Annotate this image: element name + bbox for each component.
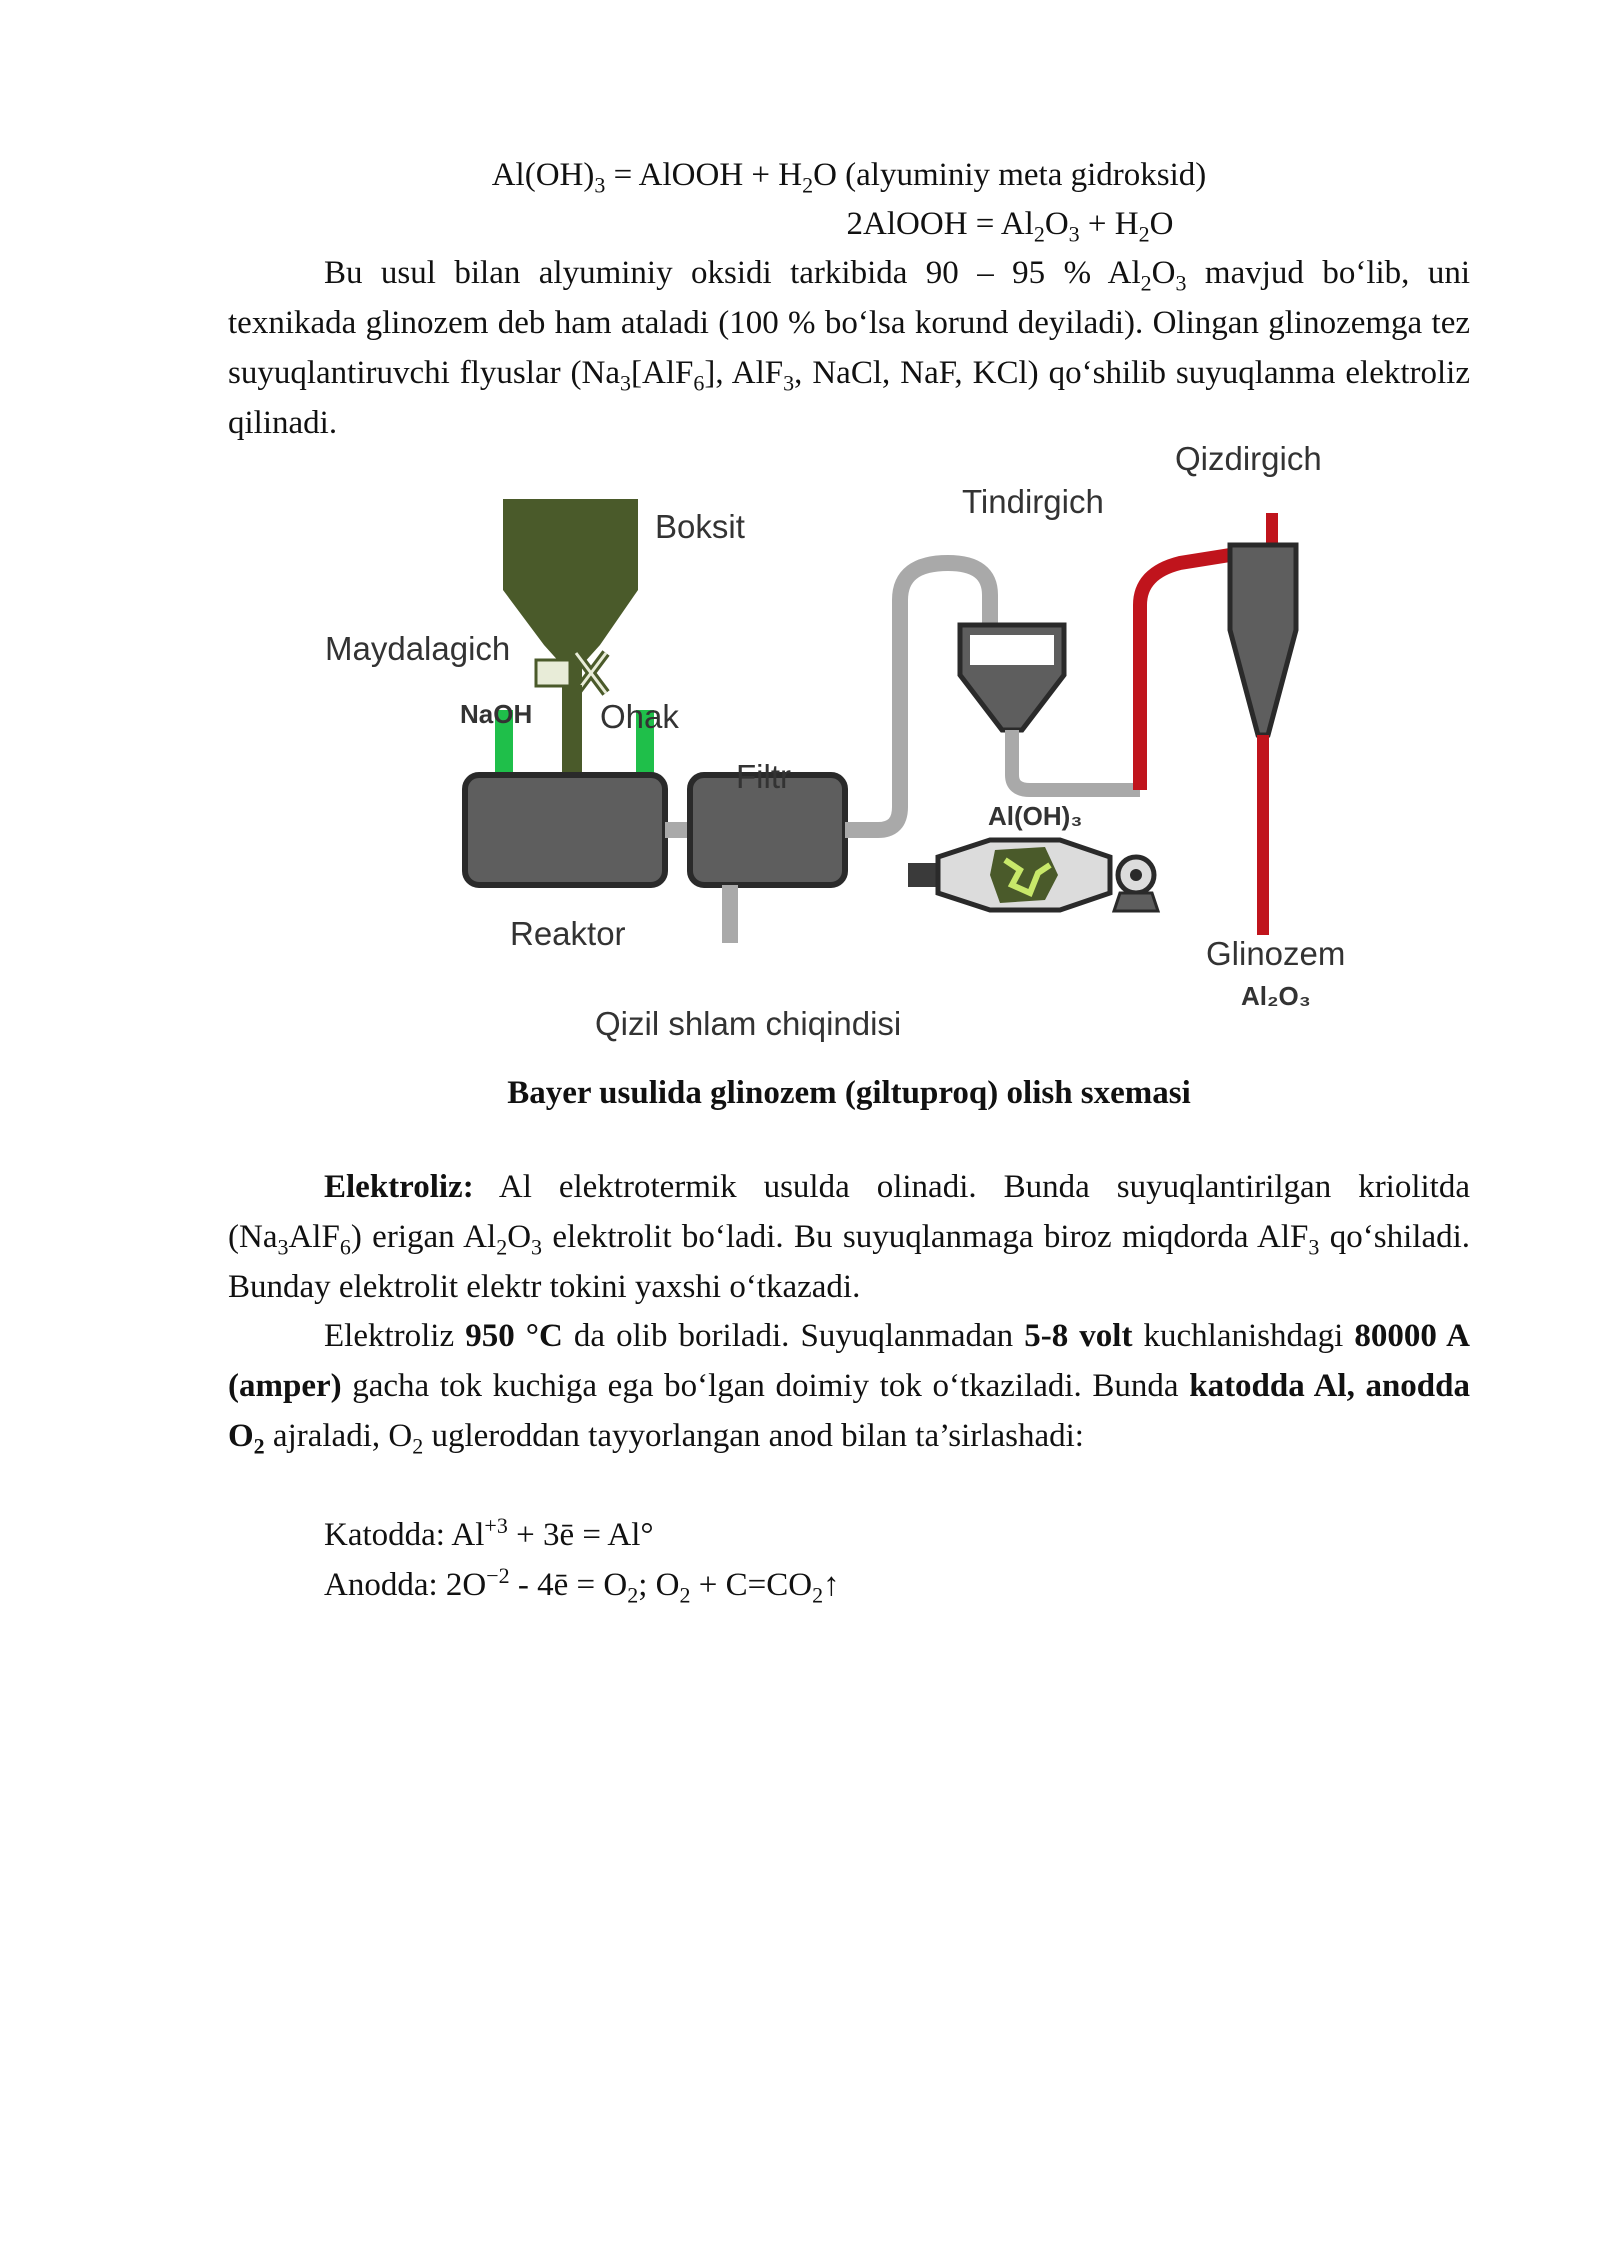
reaktor-vessel <box>465 775 665 885</box>
settler-window <box>970 635 1054 665</box>
label-al2o3: Al₂O₃ <box>1241 981 1311 1011</box>
bayer-process-diagram <box>300 445 1380 1065</box>
hopper-stem <box>562 685 582 775</box>
qizil-shlam-outlet <box>722 885 738 943</box>
label-boksit: Boksit <box>655 508 745 545</box>
reactor-filter-pipe <box>665 822 690 838</box>
equation-2: 2AlOOH = $Al_2O_3 + H_2O$ <box>846 206 1174 247</box>
rotary-kiln <box>908 840 1158 911</box>
anod-equation: Anodda: $2O^{-2}$ - 4ē = $O_2$; $O_2$ + $C=CO_2↑$ <box>324 1563 840 1608</box>
label-ohak: Ohak <box>600 698 679 735</box>
label-filtr: Filtr <box>736 758 791 795</box>
label-tindirgich: Tindirgich <box>962 483 1104 520</box>
katod-equation: Katodda: $Al^{+3}$ + 3ē = Al° <box>324 1513 654 1553</box>
label-naoh: NaOH <box>460 699 533 729</box>
paragraph-conditions: Elektroliz 950 °C da olib boriladi. Suyuqlanmadan 5-8 volt kuchlanishdagi 80000 A (amper) gacha tok kuchiga ega bo‘lgan doimiy tok o‘tkaziladi. Bunda katodda Al, anodda $O_2$ ajraladi, $O_2$ ugleroddan tayyorlangan anod bilan ta’sirlashadi: <box>228 1318 1471 1459</box>
diagram-caption: Bayer usulida glinozem (giltuproq) olish sxemasi <box>507 1075 1191 1111</box>
label-maydalagich: Maydalagich <box>325 630 511 667</box>
settler-outlet-pipe <box>1012 730 1140 790</box>
qizdirgich-cyclone <box>1230 513 1296 735</box>
label-qizil-shlam: Qizil shlam chiqindisi <box>595 1005 902 1042</box>
glinozem-outlet-pipe <box>1257 735 1269 935</box>
label-qizdirgich: Qizdirgich <box>1175 445 1322 477</box>
label-glinozem: Glinozem <box>1206 935 1346 972</box>
qizdirgich-feed-pipe <box>1140 555 1230 790</box>
label-reaktor: Reaktor <box>510 915 626 952</box>
label-aloh3: Al(OH)₃ <box>988 801 1083 831</box>
equation-1: $Al(OH)_3$ = AlOOH + $H_2O$ (alyuminiy meta gidroksid) <box>491 157 1207 198</box>
paragraph-elektroliz: Elektroliz: Al elektrotermik usulda olinadi. Bunda suyuqlantirilgan kriolitda $(Na_3AlF_6)$ erigan $Al_2O_3$ elektrolit bo‘ladi. Bu suyuqlanmaga biroz miqdorda AlF$_3$ qo‘shiladi. Bunday elektrolit elektr tokini yaxshi o‘tkazadi. <box>228 1169 1471 1305</box>
filter-settler-pipe <box>845 563 990 830</box>
boksit-hopper <box>503 499 638 685</box>
paragraph-glinozem: Bu usul bilan alyuminiy oksidi tarkibida 90 – 95 % $Al_2O_3$ mavjud bo‘lib, uni texnikada glinozem deb ham ataladi (100 % bo‘lsa korund deyiladi). Olingan glinozemga tez suyuqlantiruvchi flyuslar ($Na_3[AlF_6]$, AlF$_3$, NaCl, NaF, KCl) qo‘shilib suyuqlanma elektroliz qilinadi. <box>228 255 1471 441</box>
